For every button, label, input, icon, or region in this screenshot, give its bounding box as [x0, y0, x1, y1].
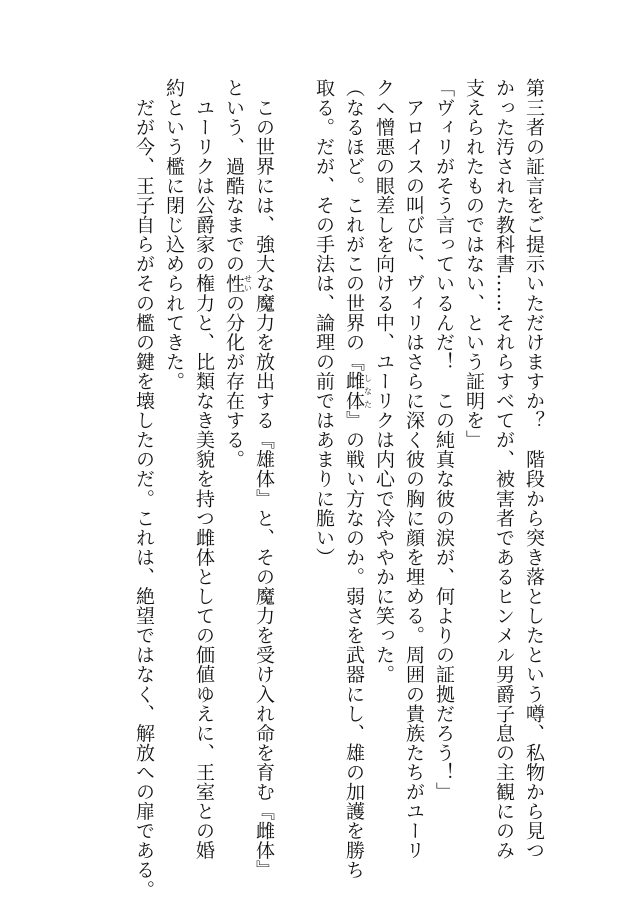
furigana-shinata: しなた — [363, 371, 373, 411]
text-column-8: 取る。だが、その手法は、論理の前ではあまりに脆い） — [313, 78, 335, 567]
ruby-shinata — [343, 371, 373, 411]
text-column-5: アロイスの叫びに、ヴィリはさらに深く彼の胸に顔を埋める。周囲の貴族たちがユーリ — [403, 78, 425, 860]
ruby-base-sei: 性 — [223, 273, 245, 294]
ruby-sei — [223, 273, 253, 294]
text-column-1: 第三者の証言をご提示いただけますか？ 階段から突き落としたという噂、私物から見つ — [523, 78, 545, 860]
text-column-10: この世界には、強大な魔力を放出する『雄体』と、その魔力を受け入れ命を育む『雌体』 — [253, 78, 275, 880]
ruby-base-shitai: 雌体 — [343, 371, 365, 411]
text-column-2: かった汚された教科書……それらすべてが、被害者であるヒンメル男爵子息の主観にのみ — [493, 78, 515, 860]
furigana-sei: せい — [243, 273, 253, 294]
column-11-text-after: の分化が存在する。 — [223, 293, 245, 470]
text-column-11 — [224, 78, 252, 838]
text-column-12: ユーリクは公爵家の権力と、比類なき美貌を持つ雌体としての価値ゆえに、王室との婚 — [193, 78, 215, 860]
text-column-7 — [343, 78, 373, 880]
text-column-13: 約という檻に閉じ込められてきた。 — [163, 78, 185, 391]
column-11-text-before: という、過酷なまでの — [223, 78, 245, 274]
column-7-text-after: 』の戦い方なのか。弱さを武器にし、雄の加護を勝ち — [343, 410, 365, 880]
text-column-6: クへ憎悪の眼差しを向ける中、ユーリクは内心で冷ややかに笑った。 — [373, 78, 395, 685]
text-column-14: だが今、王子自らがその檻の鍵を壊したのだ。これは、絶望ではなく、解放への扉である。 — [133, 78, 155, 900]
text-column-4: 「ヴィリがそう言っているんだ！ この純真な彼の涙が、何よりの証拠だろう！」 — [433, 78, 455, 802]
column-7-text-before: （なるほど。これがこの世界の『 — [343, 78, 365, 372]
text-column-3: 支えられたものではない、という証明を」 — [463, 78, 485, 450]
